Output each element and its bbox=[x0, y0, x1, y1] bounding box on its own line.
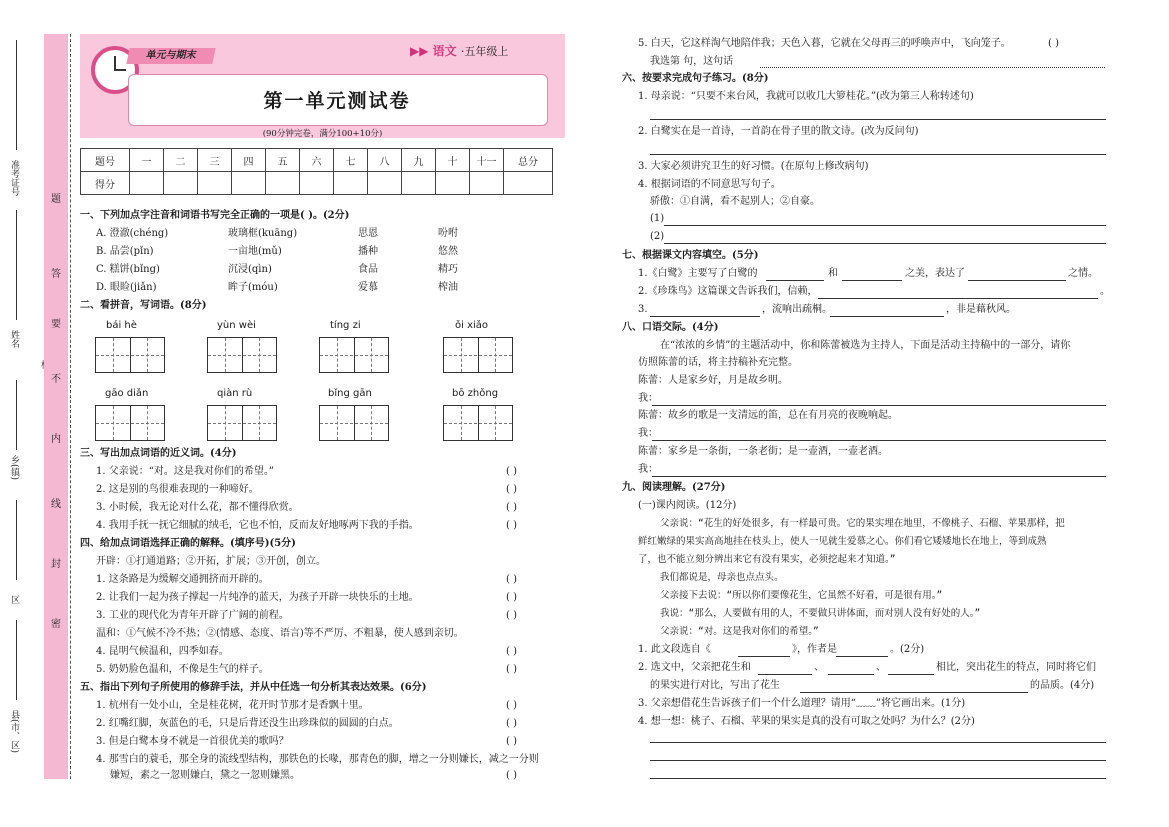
q6-item: 2. 白鹭实在是一首诗，一首韵在骨子里的散文诗。(改为反问句) bbox=[638, 126, 919, 137]
writing-box[interactable] bbox=[319, 405, 389, 441]
q7-text: ，非是藉秋风。 bbox=[946, 304, 1016, 315]
q5-item: 3. 但是白鹭本身不就是一首很优美的歌吗？ bbox=[96, 736, 289, 747]
seal-char: 不 bbox=[51, 374, 61, 385]
answer-paren[interactable]: ( ) bbox=[506, 466, 517, 477]
answer-paren[interactable]: ( ) bbox=[506, 484, 517, 495]
q7-title: 七、根据课文内容填空。(5分) bbox=[622, 250, 759, 261]
q9-question: 。(2分) bbox=[890, 644, 925, 655]
q9-question: 1. 此文段选自《 bbox=[638, 644, 711, 655]
score-input-row bbox=[81, 172, 553, 195]
q5-item: 2. 红嘴红脚，灰蓝色的毛，只是后背还没生出珍珠似的圆圆的白点。 bbox=[96, 718, 399, 729]
score-input[interactable] bbox=[300, 172, 334, 195]
score-input[interactable] bbox=[470, 172, 504, 195]
pinyin-label: qiàn rù bbox=[217, 388, 253, 399]
q3-item: 3. 小时候，我无论对什么花，都不懂得欣赏。 bbox=[96, 502, 299, 513]
q1-option: 眸子(móu) bbox=[228, 282, 278, 293]
answer-line[interactable] bbox=[650, 742, 1106, 743]
answer-paren[interactable]: ( ) bbox=[506, 718, 517, 729]
q9-question: 4. 想一想：桃子、石榴、苹果的果实是真的没有可取之处吗？为什么？(2分) bbox=[638, 716, 975, 727]
q1-option: 一亩地(mǔ) bbox=[228, 246, 282, 257]
answer-line[interactable] bbox=[758, 674, 812, 675]
answer-line[interactable] bbox=[650, 760, 1106, 761]
q9-question: 》，作者是 bbox=[792, 644, 837, 655]
q1-option: 沉浸(qìn) bbox=[228, 264, 272, 275]
score-cell: 十 bbox=[436, 149, 470, 172]
q3-item: 1. 父亲说：“对。这是我对你们的希望。” bbox=[96, 466, 274, 477]
q3-title: 三、写出加点词语的近义词。(4分) bbox=[80, 448, 237, 459]
q4-definition: 温和：①气候不冷不热；②(情感、态度、语言)等不严厉、不粗暴，使人感到亲切。 bbox=[96, 628, 464, 639]
q4-item: 5. 奶奶脸色温和，不像是生气的样子。 bbox=[96, 664, 269, 675]
writing-box[interactable] bbox=[207, 337, 277, 373]
answer-paren[interactable]: ( ) bbox=[506, 700, 517, 711]
seal-strip bbox=[44, 34, 68, 779]
q6-title: 六、按要求完成句子练习。(8分) bbox=[622, 73, 769, 84]
answer-paren[interactable]: ( ) bbox=[506, 646, 517, 657]
score-header-row bbox=[81, 149, 553, 172]
q4-item: 1. 这条路是为缓解交通拥挤而开辟的。 bbox=[96, 574, 269, 585]
q1-option: 食品 bbox=[358, 264, 378, 275]
answer-line[interactable] bbox=[650, 316, 760, 317]
q1-title: 一、下列加点字注音和词语书写完全正确的一项是( )。(2分) bbox=[80, 210, 350, 221]
q8-line: 陈蕾：故乡的歌是一支清远的笛，总在有月亮的夜晚响起。 bbox=[638, 410, 898, 421]
pinyin-label: ǒi xiǎo bbox=[455, 320, 489, 331]
q1-option: 爱慕 bbox=[358, 282, 378, 293]
exam-info: (90分钟完卷，满分100+10分) bbox=[262, 129, 383, 139]
seal-char: 题 bbox=[51, 194, 61, 205]
q7-text: 3. bbox=[638, 304, 648, 315]
score-cell: 五 bbox=[266, 149, 300, 172]
writing-box[interactable] bbox=[319, 337, 389, 373]
q4-item: 3. 工业的现代化为青年开辟了广阔的前程。 bbox=[96, 610, 289, 621]
answer-paren[interactable]: ( ) bbox=[506, 770, 517, 781]
answer-line[interactable] bbox=[650, 154, 1106, 155]
answer-line[interactable] bbox=[800, 692, 1028, 693]
answer-line[interactable] bbox=[842, 280, 902, 281]
grade-label: ·五年级上 bbox=[460, 45, 509, 58]
score-input[interactable] bbox=[232, 172, 266, 195]
q8-intro: 仿照陈蕾的话，将主持稿补充完整。 bbox=[638, 357, 798, 368]
score-cell: 总分 bbox=[504, 149, 553, 172]
pinyin-label: bō zhǒng bbox=[452, 388, 499, 399]
play-arrow-icon: ▶▶ bbox=[410, 44, 429, 58]
q8-line: 陈蕾：家乡是一条街，一条老街；是一壶酒，一壶老酒。 bbox=[638, 446, 888, 457]
score-input[interactable] bbox=[368, 172, 402, 195]
q1-option: C. 糕饼(bǐng) bbox=[96, 264, 160, 275]
score-cell: 九 bbox=[402, 149, 436, 172]
writing-box[interactable] bbox=[95, 337, 165, 373]
q9-question: 3. 父亲想借花生告诉孩子们一个什么道理？请用“﹏﹏”将它画出来。(1分) bbox=[638, 698, 966, 709]
score-cell: 六 bbox=[300, 149, 334, 172]
q9-question: 、 bbox=[876, 662, 886, 673]
series-label: 单元与期末 bbox=[126, 48, 215, 64]
score-cell: 三 bbox=[198, 149, 232, 172]
q5-title: 五、指出下列句子所使用的修辞手法，并从中任选一句分析其表达效果。(6分) bbox=[80, 682, 427, 693]
reading-passage-line: 了，也不能立刻分辨出来它有没有果实，必须挖起来才知道。” bbox=[638, 554, 896, 565]
writing-box[interactable] bbox=[443, 337, 513, 373]
field-exam-number: 准考证号 bbox=[9, 160, 19, 196]
seal-char: 内 bbox=[51, 434, 61, 445]
q7-text: 之情。 bbox=[1068, 268, 1098, 279]
q8-line: 陈蕾：人是家乡好，月是故乡明。 bbox=[638, 375, 788, 386]
subject-name: 语文 bbox=[432, 44, 457, 58]
q8-line: 我： bbox=[638, 428, 658, 439]
q1-option: 玻璃框(kuāng) bbox=[228, 228, 298, 239]
score-input[interactable] bbox=[334, 172, 368, 195]
answer-paren[interactable]: ( ) bbox=[506, 592, 517, 603]
answer-line[interactable] bbox=[664, 243, 1106, 244]
q4-item: 2. 让我们一起为孩子撑起一片纯净的蓝天，为孩子开辟一块快乐的土地。 bbox=[96, 592, 419, 603]
pinyin-label: yùn wèi bbox=[217, 320, 256, 331]
score-table bbox=[80, 148, 553, 195]
margin-rule bbox=[16, 380, 17, 450]
score-cell: 四 bbox=[232, 149, 266, 172]
seal-line bbox=[70, 34, 71, 779]
q9-question: 的品质。(4分) bbox=[1030, 680, 1095, 691]
pinyin-label: bái hè bbox=[106, 320, 137, 331]
score-cell: 十一 bbox=[470, 149, 504, 172]
q6-sub-label: (2) bbox=[650, 231, 665, 242]
q5-item: 嫌短，素之一忽则嫌白，黛之一忽则嫌黑。 bbox=[110, 770, 300, 781]
reading-passage-line: 我说：“那么，人要做有用的人，不要做只讲体面，而对别人没有好处的人。” bbox=[660, 608, 981, 619]
score-cell: 题号 bbox=[81, 149, 130, 172]
field-town: 乡(镇) bbox=[9, 455, 19, 481]
q1-option: 播种 bbox=[358, 246, 378, 257]
q6-item: 1. 母亲说：“只要不来台风，我就可以收几大箩桂花。”(改为第三人称转述句) bbox=[638, 91, 974, 102]
reading-passage-line: 鲜红嫩绿的果实高高地挂在枝头上，使人一见就生爱慕之心。你们看它矮矮地长在地上，等到成熟 bbox=[638, 536, 1047, 547]
score-input[interactable] bbox=[164, 172, 198, 195]
q1-option: 吩咐 bbox=[438, 228, 458, 239]
q7-text: 之美，表达了 bbox=[905, 268, 965, 279]
field-district: 区 bbox=[9, 595, 19, 604]
answer-line[interactable] bbox=[818, 298, 1098, 299]
answer-paren[interactable]: ( ) bbox=[1048, 38, 1059, 49]
answer-line[interactable] bbox=[830, 316, 944, 317]
seal-char: 答 bbox=[51, 269, 61, 280]
q1-option: 悠然 bbox=[438, 246, 458, 257]
answer-paren[interactable]: ( ) bbox=[506, 736, 517, 747]
score-label: 得分 bbox=[81, 172, 130, 195]
q8-title: 八、口语交际。(4分) bbox=[622, 322, 719, 333]
seal-char: 要 bbox=[51, 319, 61, 330]
answer-line[interactable] bbox=[650, 778, 1106, 779]
q3-item: 4. 我用手抚一抚它细腻的绒毛，它也不怕，反而友好地啄两下我的手指。 bbox=[96, 520, 419, 531]
q9-subtitle: (一)课内阅读。(12分) bbox=[638, 500, 737, 511]
q9-question: 、 bbox=[814, 662, 824, 673]
q5-choice-line: 我选第 句，这句话 bbox=[650, 56, 734, 67]
q4-definition: 开辟：①打通道路；②开拓，扩展；③开创，创立。 bbox=[96, 556, 326, 567]
q4-title: 四、给加点词语选择正确的解释。(填序号)(5分) bbox=[80, 538, 296, 549]
answer-line[interactable] bbox=[888, 674, 934, 675]
q7-text: 和 bbox=[828, 268, 838, 279]
q8-intro: 在“浓浓的乡情”的主题活动中，你和陈蕾被选为主持人，下面是活动主持稿中的一部分，请你 bbox=[660, 340, 1071, 351]
q7-text: 2.《珍珠鸟》这篇课文告诉我们，信赖， bbox=[638, 286, 818, 297]
q4-item: 4. 昆明气候温和，四季如春。 bbox=[96, 646, 229, 657]
answer-line[interactable] bbox=[664, 225, 1106, 226]
score-input[interactable] bbox=[198, 172, 232, 195]
q7-text: 1.《白鹭》主要写了白鹭的 bbox=[638, 268, 758, 279]
q6-item: 4. 根据词语的不同意思写句子。 bbox=[638, 179, 781, 190]
seal-char: 封 bbox=[51, 559, 61, 570]
subject-label bbox=[410, 42, 508, 59]
answer-line[interactable] bbox=[652, 440, 1106, 441]
answer-paren[interactable]: ( ) bbox=[506, 520, 517, 531]
margin-rule bbox=[16, 500, 17, 580]
q8-line: 我： bbox=[638, 464, 658, 475]
q1-option: 精巧 bbox=[438, 264, 458, 275]
reading-passage-line: 父亲说：“对。这是我对你们的希望。” bbox=[660, 626, 819, 637]
score-cell: 二 bbox=[164, 149, 198, 172]
reading-passage-line: 父亲接下去说：“所以你们要像花生，它虽然不好看，可是很有用。” bbox=[660, 590, 943, 601]
q1-option: 榨油 bbox=[438, 282, 458, 293]
q5-item: 1. 杭州有一处小山，全是桂花树，花开时节那才是香飘十里。 bbox=[96, 700, 369, 711]
score-input[interactable] bbox=[130, 172, 164, 195]
score-input[interactable] bbox=[402, 172, 436, 195]
writing-box[interactable] bbox=[207, 405, 277, 441]
pinyin-label: bǐng gān bbox=[328, 388, 372, 399]
page-title: 第一单元测试卷 bbox=[263, 90, 411, 112]
q1-option: A. 澄澈(chéng) bbox=[96, 228, 169, 239]
q6-word-meanings: 骄傲：①自满，看不起别人；②自豪。 bbox=[650, 196, 820, 207]
q5-item: 4. 那雪白的蓑毛，那全身的流线型结构，那铁色的长喙，那青色的脚，增之一分则嫌长，减之一分则 bbox=[96, 754, 539, 765]
pinyin-label: tíng zi bbox=[330, 320, 361, 331]
writing-box[interactable] bbox=[95, 405, 165, 441]
q5-item-5: 5. 白天，它这样淘气地陪伴我；天色入暮，它就在父母再三的呼唤声中，飞向笼子。 bbox=[638, 38, 1011, 49]
q9-question: 相比，突出花生的特点，同时将它们 bbox=[936, 662, 1096, 673]
field-name: 姓名 bbox=[9, 330, 19, 348]
answer-paren[interactable]: ( ) bbox=[506, 610, 517, 621]
seal-char: 密 bbox=[51, 619, 61, 630]
seal-char: 线 bbox=[51, 499, 61, 510]
answer-line[interactable] bbox=[650, 119, 1106, 120]
q6-item: 3. 大家必须讲究卫生的好习惯。(在原句上修改病句) bbox=[638, 161, 869, 172]
answer-line[interactable] bbox=[766, 280, 824, 281]
q1-option: D. 眼睑(jiǎn) bbox=[96, 282, 157, 293]
q1-option: 思恩 bbox=[358, 228, 378, 239]
answer-line[interactable] bbox=[652, 405, 1106, 406]
margin-rule bbox=[16, 40, 17, 150]
margin-rule bbox=[16, 210, 17, 320]
answer-line[interactable] bbox=[738, 656, 790, 657]
q9-question: 2. 选文中，父亲把花生和 bbox=[638, 662, 751, 673]
q8-line: 我： bbox=[638, 393, 658, 404]
q6-sub-label: (1) bbox=[650, 213, 665, 224]
q7-text: ，流响出疏桐。 bbox=[762, 304, 832, 315]
q9-title: 九、阅读理解。(27分) bbox=[622, 482, 726, 493]
reading-passage-line: 父亲说：“花生的好处很多，有一样最可贵。它的果实埋在地里，不像桃子、石榴、苹果那样，把 bbox=[660, 518, 1065, 529]
answer-paren[interactable]: ( ) bbox=[506, 574, 517, 585]
field-county: 县(市、区) bbox=[9, 710, 19, 754]
score-cell: 八 bbox=[368, 149, 402, 172]
answer-line[interactable] bbox=[836, 656, 888, 657]
q2-title: 二、看拼音，写词语。(8分) bbox=[80, 300, 207, 311]
answer-line[interactable] bbox=[828, 674, 874, 675]
q1-option: B. 品尝(pǐn) bbox=[96, 246, 154, 257]
score-input[interactable] bbox=[266, 172, 300, 195]
q3-item: 2. 这是别的鸟很难表现的一种啼好。 bbox=[96, 484, 259, 495]
pinyin-label: gāo diǎn bbox=[105, 388, 149, 399]
answer-line[interactable] bbox=[968, 280, 1066, 281]
score-input[interactable] bbox=[504, 172, 553, 195]
score-cell: 七 bbox=[334, 149, 368, 172]
score-cell: 一 bbox=[130, 149, 164, 172]
score-input[interactable] bbox=[436, 172, 470, 195]
q9-question: 的果实进行对比，写出了花生 bbox=[650, 680, 780, 691]
answer-line[interactable] bbox=[652, 476, 1106, 477]
margin-rule bbox=[16, 620, 17, 700]
writing-box[interactable] bbox=[443, 405, 513, 441]
q7-text: 。 bbox=[1100, 286, 1110, 297]
reading-passage-line: 我们都说是，母亲也点点头。 bbox=[660, 572, 784, 583]
answer-line[interactable] bbox=[760, 67, 1105, 68]
answer-paren[interactable]: ( ) bbox=[506, 664, 517, 675]
answer-paren[interactable]: ( ) bbox=[506, 502, 517, 513]
